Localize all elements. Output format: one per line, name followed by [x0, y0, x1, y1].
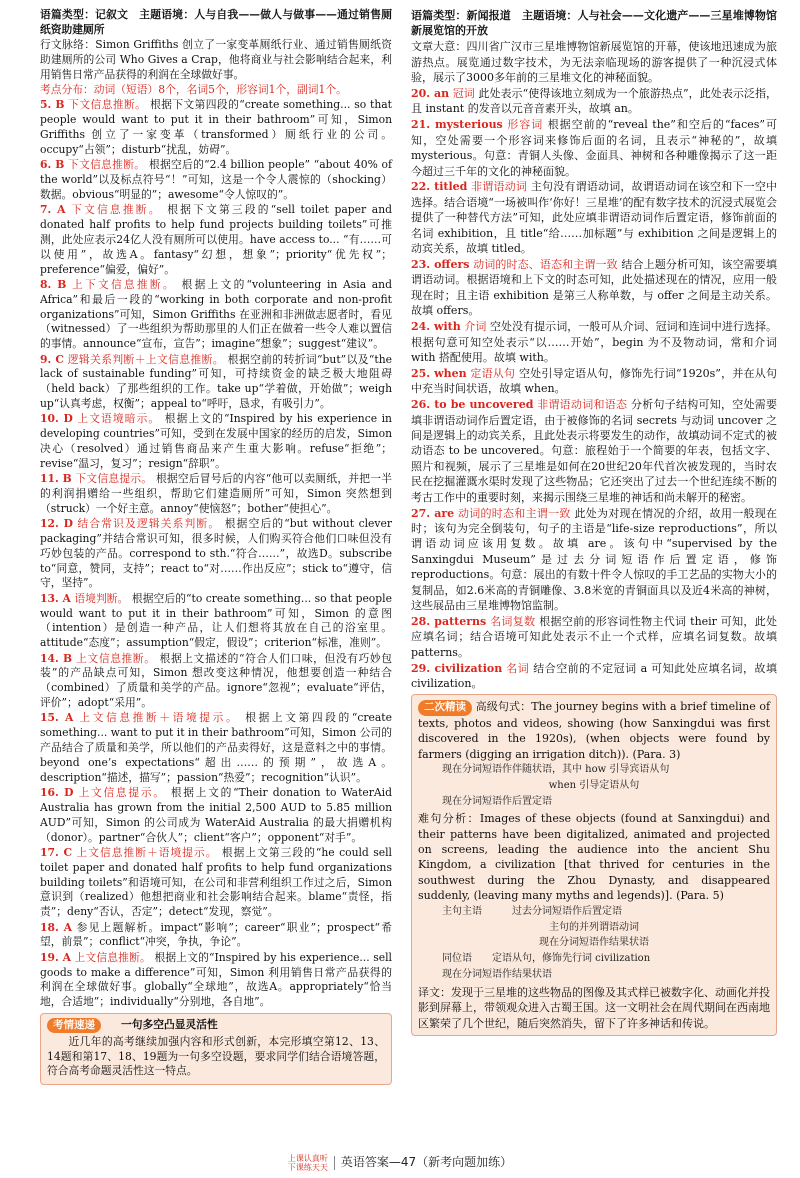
answer-explanation: 根据下文第四段的“create something... so that people would want to put it in their bathroom”可知，Simon Griffiths 创立了一家变革（transformed）厕纸行业的公司。occupy“占领”；disturb“扰乱，妨碍”。	[40, 98, 392, 156]
page-footer	[0, 1153, 800, 1172]
answer-tag: 冠词	[452, 87, 475, 101]
answer-item	[411, 506, 777, 614]
left-passage-header: 语篇类型：记叙文 主题语境：人与自我——做人与做事——通过销售厕纸资助建厕所	[40, 8, 392, 36]
translation: 译文：发现于三星堆的这些物品的图像及其式样已被数字化、动画化并投影到屏幕上，带领观众进入古蜀王国。这一文明社会在周代期间在西南地区繁荣了几个世纪，随后突然消失，留下了许多神话和传说。	[418, 985, 770, 1030]
answer-explanation: 根据空后的“to create something... so that people would want to put it in their bathroom”可知，Simon 的意图（intention）是创造一种产品，让人们想将其放在自己的浴室里。attitude“态度”；assumption“假定，假设”；criterion“标准，准则”。	[40, 591, 392, 650]
answer-item	[411, 179, 777, 256]
exam-tip-text: 近几年的高考继续加强内容和形式创新，本完形填空第12、13、14题和第17、18、19题为一句多空设题，要求同学们结合语境答题，符合高考命题灵活性这一特点。	[47, 1034, 385, 1078]
answer-item	[411, 86, 777, 117]
answer-label: 17. C	[40, 845, 73, 859]
exam-tip-badge: 考情速递	[47, 1018, 101, 1033]
answer-tag: 上文信息提示。	[78, 786, 166, 800]
answer-tag: 动词的时态、语态和主谓一致	[473, 258, 618, 271]
answer-explanation: 根据空后冒号后的内容“他可以卖厕纸，并把一半的利润捐赠给一些组织，帮助它们建造厕所”可知，Simon 突然想到（struck）一个好主意。annoy“使恼怒”；bother“使担心”。	[40, 472, 393, 515]
answer-item	[40, 711, 392, 785]
answer-label: 12. D	[40, 517, 73, 531]
answer-explanation: 根据空后的“2.4 billion people” “about 40% of the world”以及标点符号“！”可知，这是一个令人震惊的（shocking）数据。obvious“明显的”；awesome“令人惊叹的”。	[40, 158, 392, 201]
answer-explanation: 根据空前的“reveal the”和空后的“faces”可知，空处需要一个形容词来修饰后面的名词，且表示“神秘的”，故填 mysterious。句意：青铜人头像、金面具、神树和各种雕像揭示了这一距今超过三千年的文化的神秘面貌。	[411, 118, 777, 178]
answer-item	[40, 786, 392, 845]
answer-item	[411, 117, 777, 179]
answer-explanation: 此处表示“使得该地立刻成为一个旅游热点”，此处表示泛指，且 instant 的发音以元音音素开头，故填 an。	[411, 87, 778, 116]
answer-item	[40, 203, 392, 277]
answer-item	[40, 98, 392, 157]
answer-label: 6. B	[40, 158, 65, 172]
right-column	[411, 8, 777, 1036]
answer-label: 26. to be uncovered	[411, 398, 534, 412]
answer-explanation: 根据上文的“Their donation to WaterAid Australia has grown from the initial 2,500 AUD to 5.85 million AUD”可知，Simon 的公司成为 WaterAid Australia 的最大捐赠机构（donor）。partner“合伙人”；client“客户”；opponent“对手”。	[40, 786, 392, 844]
advanced-sentence: 高级句式：The journey begins with a brief timeline of texts, photos and videos, showing (how Sanxingdui was first discovered in the 1920s), (when objects were found by farmers (digging an irrigation ditch)). (Para. 3)	[418, 700, 771, 761]
footer-divider	[334, 1156, 335, 1170]
annotation-3: 现在分词短语作后置定语	[442, 795, 552, 807]
answer-tag: 逻辑关系判断＋上文信息推断。	[67, 352, 224, 366]
answer-item	[40, 278, 392, 352]
answer-label: 13. A	[40, 591, 71, 605]
difficult-sentence: 难句分析：Images of these objects (found at Sanxingdui) and their patterns have been digitalized, animated and projected on screens, leading the audience into the ancient Shu Kingdom, a civilization [that thrived for centuries in the southwest during the Zhou Dynasty, and disappeared suddenly, (leaving many myths and legends)]. (Para. 5)	[418, 812, 770, 903]
answer-label: 8. B	[40, 277, 67, 291]
answer-item	[40, 158, 392, 202]
answer-item	[411, 397, 777, 505]
answer-label: 21. mysterious	[411, 118, 503, 132]
answer-label: 28. patterns	[411, 614, 487, 628]
answer-item	[40, 921, 392, 951]
answer-label: 19. A	[40, 950, 71, 964]
answer-explanation: 参见上题解析。impact“影响”；career“职业”；prospect“希望，前景”；conflict“冲突，争执，争论”。	[40, 920, 392, 949]
annotation-6: 现在分词短语作结果状语	[539, 937, 649, 949]
second-reading-box	[411, 694, 777, 1036]
answer-item	[40, 517, 392, 591]
answer-tag: 下文信息推断。	[68, 158, 146, 172]
answer-explanation: 根据上文的“Inspired by his experience in developing countries”可知，受到在发展中国家的经历的启发，Simon 决心（resolved）通过销售商品来产生重大影响。refuse“拒绝”；revise“温习，复习”；resign“辞职”。	[40, 412, 392, 470]
answer-label: 23. offers	[411, 258, 470, 271]
annotation-2: when 引导定语从句	[548, 779, 640, 791]
answer-explanation: 根据上文描述的“符合人们口味，但没有巧妙包装”的产品缺点可知，Simon 想改变这种情况，他想要创造一种结合（combined）了质量和美学的产品。ignore“忽视”；evaluate“评估，评价”；adopt“采用”。	[40, 651, 392, 710]
answer-item	[40, 592, 392, 651]
answer-item	[411, 614, 777, 660]
answer-tag: 下文信息推断。	[71, 203, 162, 217]
answer-explanation: 空处没有提示词，一般可从介词、冠词和连词中进行选择。根据句意可知空处表示“以……开始”，begin 为不及物动词，常和介词 with 搭配使用。故填 with。	[411, 320, 778, 364]
answer-tag: 结合常识及逻辑关系判断。	[77, 517, 221, 531]
answer-label: 10. D	[40, 412, 73, 426]
answer-explanation: 空处引导定语从句，修饰先行词“1920s”，并在从句中充当时间状语，故填 when。	[411, 366, 777, 396]
annotation-8: 现在分词短语作结果状语	[442, 969, 552, 981]
answer-label: 5. B	[40, 98, 65, 112]
answer-label: 9. C	[40, 352, 64, 366]
answer-tag: 上文信息推断。	[76, 651, 156, 665]
second-reading-badge: 二次精读	[418, 700, 472, 715]
answer-tag: 下文信息推断。	[68, 98, 147, 112]
answer-item	[411, 366, 777, 397]
left-answer-list	[40, 98, 392, 1010]
answer-tag: 非谓语动词和语态	[537, 398, 628, 412]
answer-tag: 上文信息推断。	[74, 950, 151, 964]
left-score-distribution: 考点分布：动词（短语）8个，名词5个，形容词1个，副词1个。	[40, 83, 347, 97]
answer-explanation: 分析句子结构可知，空处需要填非谓语动词作后置定语，由于被修饰的名词 secrets 与动词 uncover 之间是逻辑上的动宾关系，且此处表示将要发生的动作，故填动词不定式的被动语态 to be uncovered。句意：旅程始于一个简要的年表，包括文字、照片和视频，展示了三星堆是如何在20世纪20年代首次被发现的，当时农民在挖掘灌溉水渠时发现了这些物品；它还突出了过去一个世纪连续不断的考古工作中的重要时刻，来揭示围绕三星堆的神话和尚未解开的秘密。	[411, 398, 778, 504]
annotation-4: 主句主语 过去分词短语作后置定语	[442, 905, 622, 917]
answer-label: 24. with	[411, 320, 461, 334]
right-answer-list	[411, 86, 777, 691]
answer-item	[40, 951, 392, 1010]
answer-tag: 下文信息提示。	[75, 472, 153, 486]
answer-explanation: 根据下文第三段的“sell toilet paper and donated half profits to help fund projects building toilets”可推测，此处应表示24亿人没有厕所可以使用。have access to... “有……可以使用”，故选A。fantasy“幻想，想象”；priority“优先权”；preference“偏爱，偏好”。	[40, 203, 392, 276]
answer-label: 29. civilization	[411, 661, 503, 675]
answer-explanation: 主句没有谓语动词，故谓语动词在该空和下一空中选择。结合语境“一场被叫作‘你好！三星堆’的配有数字技术的沉浸式展览会提供了一种替代方法”可知，此处应填非谓语动词作后置定语，修饰前面的名词 exhibition，且 title“给……加标题”与 exhibition 之间是逻辑上的动宾关系，故填 titled。	[411, 180, 778, 256]
exam-tip-title: 一句多空凸显灵活性	[121, 1017, 218, 1031]
answer-item	[411, 661, 777, 692]
exam-tip-box	[40, 1013, 392, 1085]
answer-item	[411, 257, 777, 319]
answer-tag: 上文信息推断＋语境提示。	[76, 845, 218, 859]
answer-tag: 介词	[464, 320, 487, 334]
answer-tag: 上文语境暗示。	[77, 412, 161, 426]
answer-item	[40, 353, 392, 412]
answer-tag: 语境判断。	[74, 591, 129, 605]
annotation-5: 主句的并列谓语动词	[549, 921, 639, 933]
answer-label: 16. D	[40, 786, 74, 800]
answer-item	[40, 412, 392, 471]
left-column	[40, 8, 392, 1085]
answer-tag: 名词	[506, 661, 530, 675]
answer-explanation: 根据上文的“volunteering in Asia and Africa”和最后一段的“working in both corporate and non-profit organizations”可知，Simon Griffiths 在亚洲和非洲做志愿者时，看见（witnessed）了一些组织为帮助那里的人们正在做着一些令人难以置信的事情。announce“宣布，宣告”；imagine“想象”；suggest“建议”。	[40, 277, 392, 351]
answer-label: 27. are	[411, 506, 455, 520]
right-passage-header: 语篇类型：新闻报道 主题语境：人与社会——文化遗产——三星堆博物馆新展览馆的开放	[411, 9, 777, 38]
answer-tag: 形容词	[507, 118, 544, 132]
answer-label: 25. when	[411, 366, 467, 380]
answer-explanation: 根据上文第四段的“create something... want to put it in their bathroom”可知，Simon 公司的产品结合了质量和美学，所以他们的产品卖得好，这是意料之中的事情。beyond one’s expectations“超出……的预期”，故选A。description“描述，描写”；passion“热爱”；recognition“认识”。	[40, 711, 392, 784]
answer-explanation: 根据空后的“but without clever packaging”并结合常识可知，很多时候，人们购买符合他们口味但没有巧妙包装的产品。correspond to sth.“符合……”，故选D。subscribe to“同意，赞同，支持”；react to“对……作出反应”；stick to“遵守，信守，坚持”。	[40, 517, 392, 590]
answer-tag: 上文信息推断＋语境提示。	[79, 711, 240, 725]
answer-label: 15. A	[40, 711, 74, 725]
answer-explanation: 根据空前的形容词性物主代词 their 可知，此处应填名词；结合语境可知此处表示不止一个式样，应填名词复数。故填 patterns。	[411, 614, 778, 659]
annotation-1: 现在分词短语作伴随状语，其中 how 引导宾语从句	[442, 764, 670, 775]
answer-item	[40, 846, 392, 920]
answer-explanation: 根据空前的转折词“but”以及“the lack of sustainable funding”可知，可持续资金的缺乏极大地阻碍（held back）了那些组织的工作。take up“学着做，开始做”；weigh up“认真考虑，权衡”；appeal to“呼吁，恳求，有吸引力”。	[40, 352, 392, 411]
answer-tag: 定语从句	[470, 366, 516, 380]
answer-label: 20. an	[411, 87, 450, 101]
left-passage-intro: 行文脉络：Simon Griffiths 创立了一家变革厕纸行业、通过销售厕纸资助建厕所的公司 Who Gives a Crap，他将商业与社会影响结合起来，利用销售日常产品获得的利润在全球做好事。	[40, 38, 392, 81]
answer-explanation: 此处为对现在情况的介绍，故用一般现在时；该句为完全倒装句，句子的主语是“life-size reproductions”，所以谓语动词应该用复数。故填 are。该句中“supervised by the Sanxingdui Museum”是过去分词短语作后置定语，修饰 reproductions。句意：展出的有数十件令人惊叹的手工艺品的实物大小的复制品，如2.6米高的青铜雕像、3.8米宽的青铜面具以及近4米高的神树，这些展品由三星堆博物馆监制。	[411, 506, 778, 612]
answer-explanation: 根据上文的“Inspired by his experience... sell goods to make a difference”可知，Simon 利用销售日常产品获得的利润在全球做好事。globally“全球地”，故选A。appropriately“恰当地，合适地”；individually“分别地，各自地”。	[40, 950, 392, 1009]
right-passage-intro: 文章大意：四川省广汉市三星堆博物馆新展览馆的开幕，使该地迅速成为旅游热点。展览通过数字技术，为无法亲临现场的游客提供了一种沉浸式体验，展示了3000多年前的三星堆文化的神秘面貌。	[411, 40, 777, 85]
answer-item	[411, 319, 777, 365]
answer-tag: 上下文信息推断。	[71, 277, 176, 291]
answer-explanation: 结合上题分析可知，该空需要填谓语动词。根据语境和上下文的时态可知，此处描述现在的情况，应用一般现在时；且主语 exhibition 是第三人称单数，与 offer 之间是主动关系。故填 offers。	[411, 258, 778, 318]
answer-tag: 动词的时态和主谓一致	[457, 506, 571, 520]
answer-explanation: 结合空前的不定冠词 a 可知此处应填名词，故填 civilization。	[411, 661, 778, 690]
answer-tag: 名词复数	[490, 614, 536, 628]
annotation-7: 同位语 定语从句，修饰先行词 civilization	[442, 953, 651, 965]
answer-label: 11. B	[40, 472, 72, 486]
footer-logo: 上课认真听 下课练天天	[287, 1153, 328, 1172]
footer-text: 英语答案—47（新考向题加练）	[340, 1155, 513, 1169]
answer-tag: 非谓语动词	[471, 180, 528, 194]
answer-explanation: 根据上文第三段的“he could sell toilet paper and donated half profits to help fund organizations building toilets”和语境可知，在公司和非营利组织工作过之后，Simon 意识到（realized）他想把商业和社会影响结合起来。blame“责怪，指责”；deny“否认，否定”；detect“发现，察觉”。	[40, 845, 392, 919]
answer-item	[40, 472, 392, 516]
answer-label: 14. B	[40, 651, 73, 665]
answer-label: 7. A	[40, 203, 66, 217]
answer-item	[40, 652, 392, 711]
answer-label: 22. titled	[411, 180, 468, 194]
answer-label: 18. A	[40, 920, 73, 934]
